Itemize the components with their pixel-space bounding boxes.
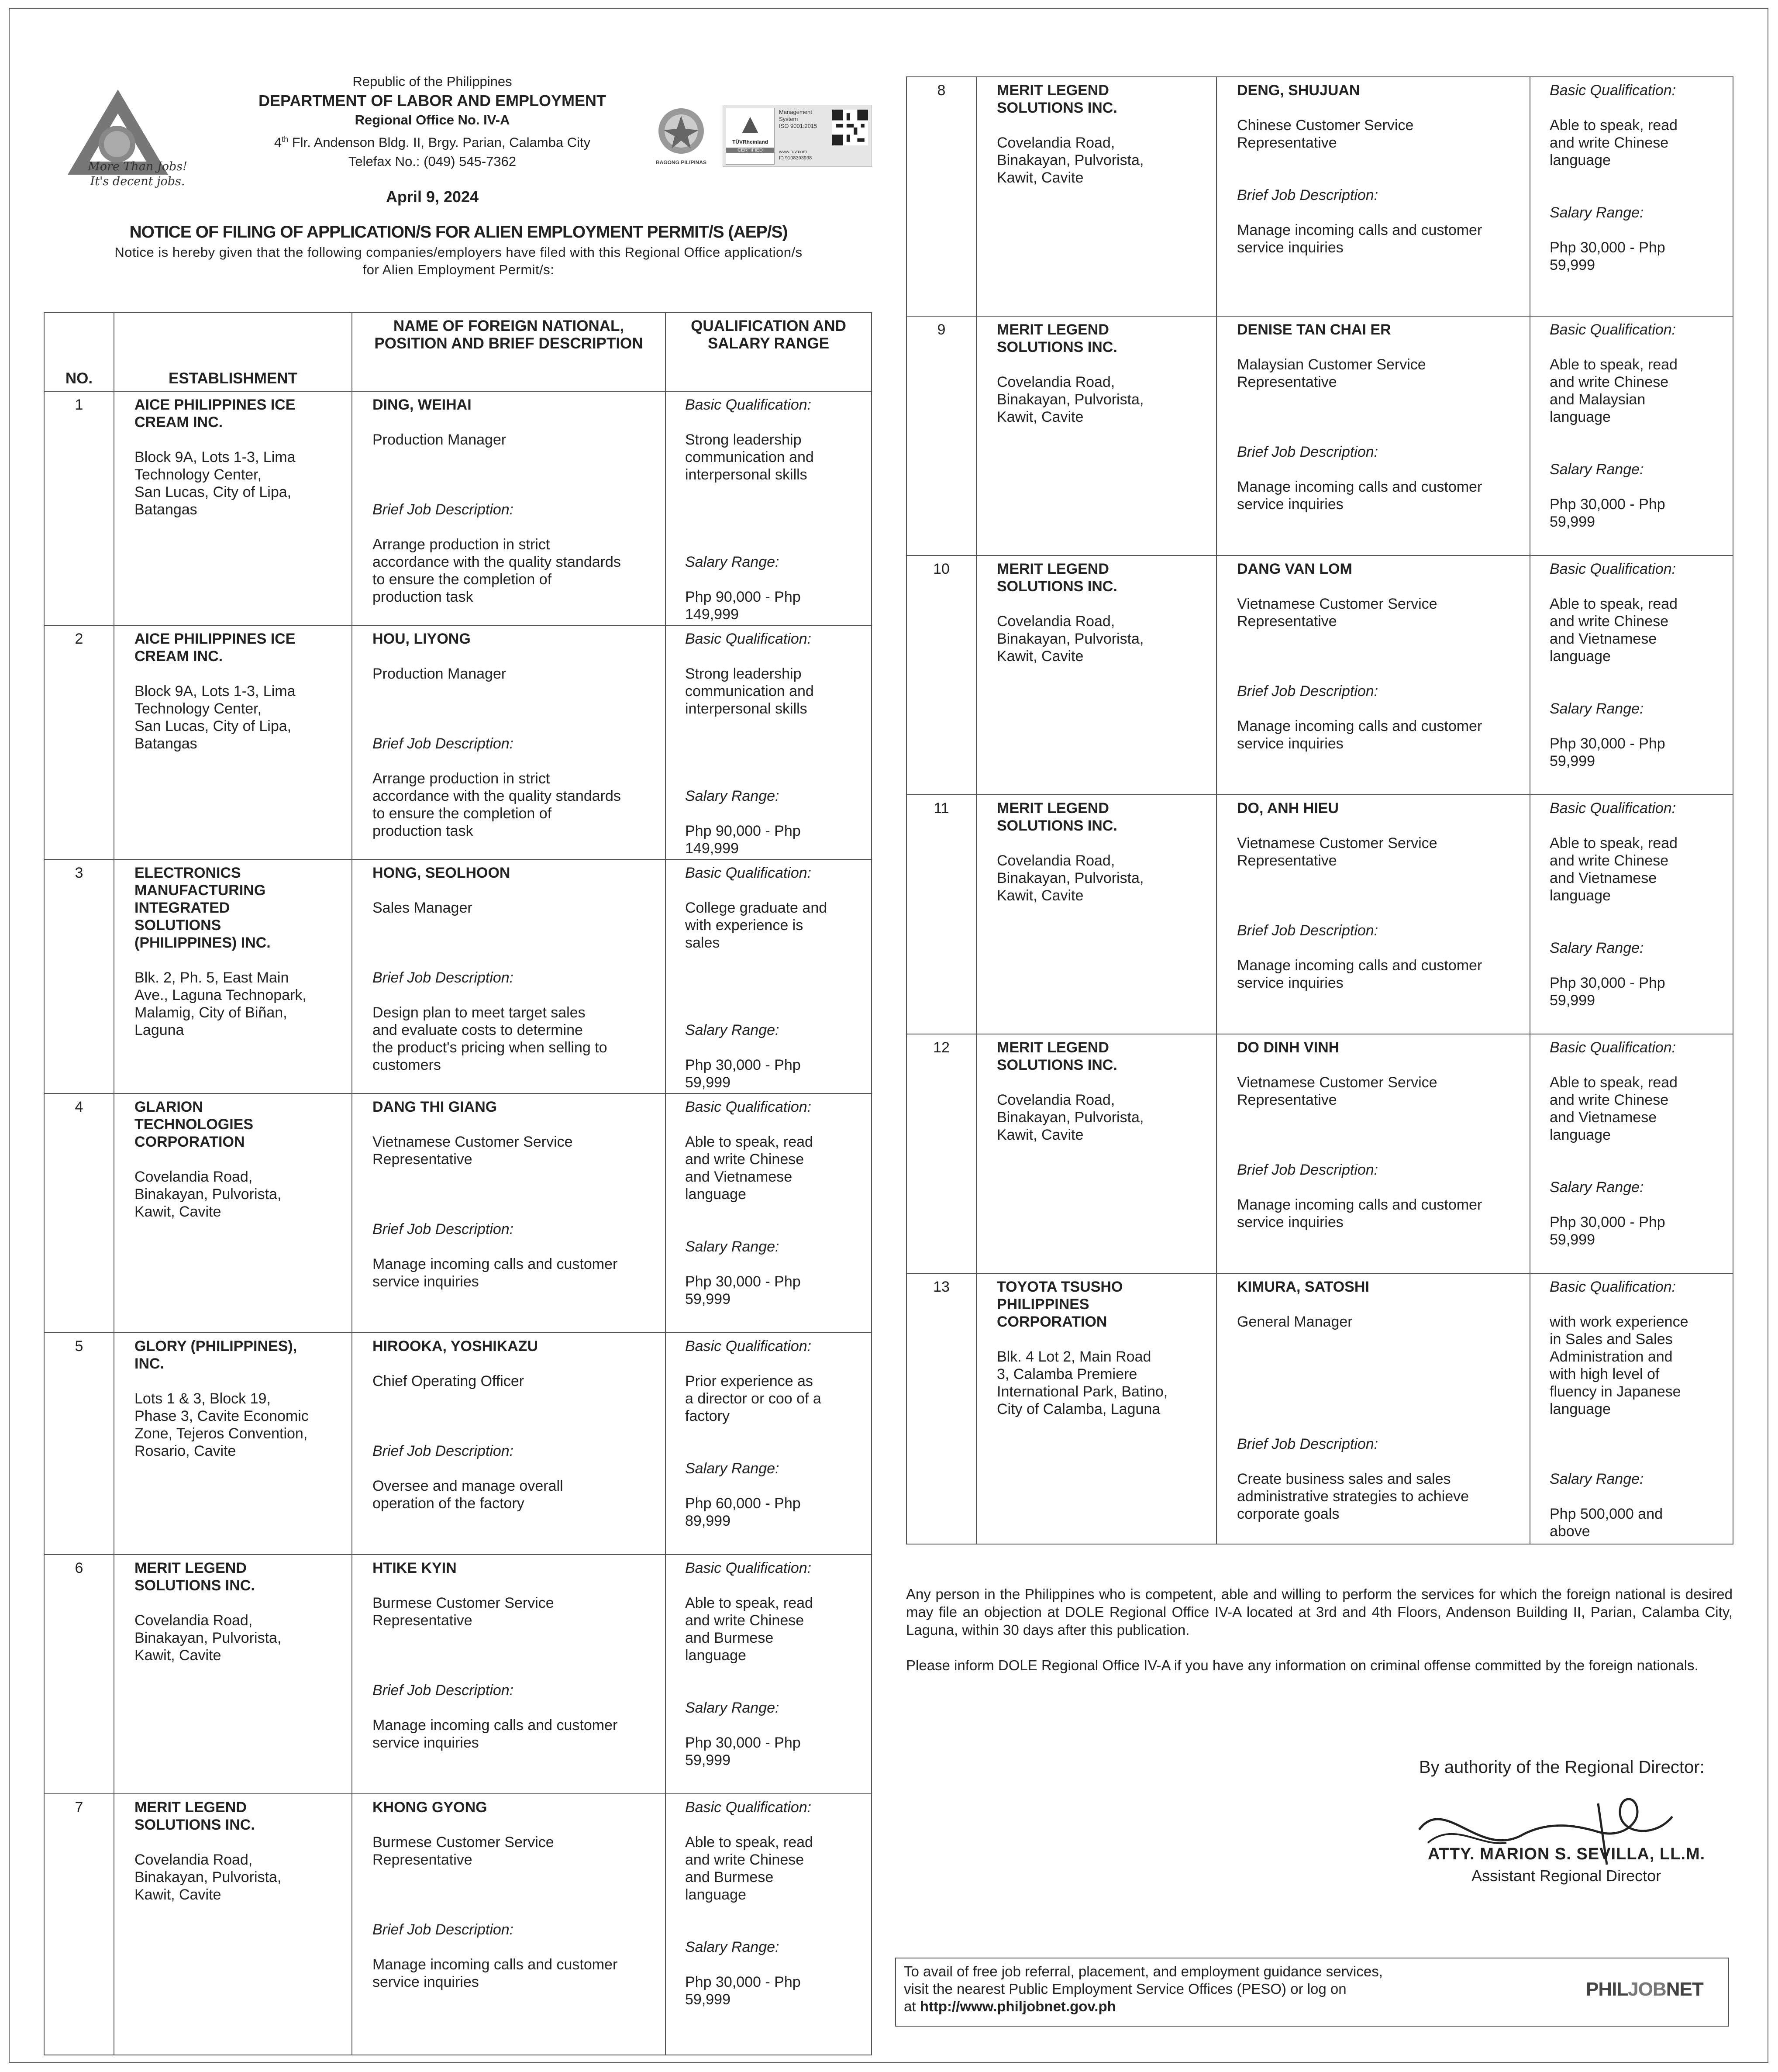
row-number: 7 bbox=[44, 1794, 114, 2055]
basic-qualification-label: Basic Qualification: bbox=[685, 1799, 812, 1816]
aep-table-right bbox=[906, 76, 1733, 1545]
basic-qualification-label: Basic Qualification: bbox=[685, 1560, 812, 1576]
salary-range: Php 90,000 - Php 149,999 bbox=[685, 823, 801, 857]
salary-range: Php 30,000 - Php 59,999 bbox=[1550, 496, 1665, 530]
row-number: 3 bbox=[44, 859, 114, 1093]
position-title: Burmese Customer Service Representative bbox=[372, 1834, 554, 1868]
position-title: Vietnamese Customer Service Representative bbox=[1237, 596, 1437, 630]
qualification-cell bbox=[1530, 1034, 1733, 1273]
qualification-cell bbox=[665, 1093, 872, 1333]
qr-code-icon bbox=[832, 110, 868, 145]
company-address: Block 9A, Lots 1-3, Lima Technology Center, San Lucas, City of Lipa, Batangas bbox=[134, 683, 296, 752]
job-description: Arrange production in strict accordance with the quality standards to ensure the completion of production task bbox=[372, 770, 621, 839]
position-title: Chinese Customer Service Representative bbox=[1237, 117, 1414, 151]
salary-range-label: Salary Range: bbox=[685, 1238, 779, 1255]
foreign-national-name: KHONG GYONG bbox=[372, 1799, 487, 1816]
brief-job-description-label: Brief Job Description: bbox=[1237, 444, 1378, 460]
table-row bbox=[906, 1273, 1733, 1544]
qualification-cell bbox=[1530, 795, 1733, 1034]
position-title: Production Manager bbox=[372, 665, 507, 682]
brief-job-description-label: Brief Job Description: bbox=[372, 1682, 514, 1699]
qualification-text: Strong leadership communication and interpersonal skills bbox=[685, 431, 814, 483]
company-address: Block 9A, Lots 1-3, Lima Technology Center, San Lucas, City of Lipa, Batangas bbox=[134, 449, 296, 518]
company-name: GLARION TECHNOLOGIES CORPORATION bbox=[134, 1099, 254, 1150]
qualification-cell bbox=[665, 859, 872, 1093]
foreign-national-cell bbox=[352, 1555, 665, 1794]
brief-job-description-label: Brief Job Description: bbox=[1237, 922, 1378, 939]
qualification-cell bbox=[665, 625, 872, 859]
establishment-cell bbox=[976, 555, 1216, 795]
telefax: Telefax No.: (049) 545-7362 bbox=[348, 154, 517, 169]
qualification-cell bbox=[1530, 316, 1733, 555]
bagong-pilipinas-label: BAGONG PILIPINAS bbox=[655, 159, 706, 165]
position-title: General Manager bbox=[1237, 1314, 1353, 1330]
table-row bbox=[906, 795, 1733, 1034]
qualification-cell bbox=[665, 1794, 872, 2055]
qualification-text: Able to speak, read and write Chinese and Vietnamese language bbox=[1550, 1074, 1678, 1143]
header-no: NO. bbox=[44, 313, 114, 391]
establishment-cell bbox=[114, 1555, 352, 1794]
foreign-national-cell bbox=[352, 625, 665, 859]
authority-line: By authority of the Regional Director: bbox=[1419, 1758, 1705, 1777]
row-number: 11 bbox=[906, 795, 976, 1034]
job-description: Design plan to meet target sales and evaluate costs to determine the product's pricing when selling to customers bbox=[372, 1004, 607, 1073]
position-title: Sales Manager bbox=[372, 900, 472, 916]
job-description: Manage incoming calls and customer service inquiries bbox=[1237, 479, 1482, 513]
salary-range-label: Salary Range: bbox=[1550, 204, 1644, 221]
qualification-text: Able to speak, read and write Chinese and Vietnamese language bbox=[1550, 835, 1678, 904]
qualification-text: with work experience in Sales and Sales Administration and with high level of fluency in Japanese language bbox=[1550, 1314, 1688, 1417]
salary-range-label: Salary Range: bbox=[1550, 1471, 1644, 1487]
salary-range: Php 30,000 - Php 59,999 bbox=[1550, 975, 1665, 1009]
establishment-cell bbox=[114, 1093, 352, 1333]
basic-qualification-label: Basic Qualification: bbox=[1550, 82, 1676, 99]
job-description: Manage incoming calls and customer service inquiries bbox=[1237, 222, 1482, 256]
foreign-national-cell bbox=[1216, 1034, 1530, 1273]
row-number: 10 bbox=[906, 555, 976, 795]
row-number: 2 bbox=[44, 625, 114, 859]
company-name: MERIT LEGEND SOLUTIONS INC. bbox=[997, 321, 1117, 355]
aep-table-left bbox=[44, 312, 872, 2055]
foreign-national-cell bbox=[1216, 795, 1530, 1034]
job-description: Create business sales and sales administrative strategies to achieve corporate goals bbox=[1237, 1471, 1469, 1522]
qualification-cell bbox=[665, 1333, 872, 1555]
company-address: Covelandia Road, Binakayan, Pulvorista, Kawit, Cavite bbox=[997, 134, 1144, 186]
job-description: Manage incoming calls and customer service inquiries bbox=[372, 1717, 618, 1751]
office-address: 4th Flr. Andenson Bldg. II, Brgy. Parian, Calamba City bbox=[274, 134, 591, 150]
salary-range: Php 30,000 - Php 59,999 bbox=[685, 1057, 801, 1091]
salary-range: Php 90,000 - Php 149,999 bbox=[685, 589, 801, 623]
notice-date: April 9, 2024 bbox=[386, 188, 479, 206]
position-title: Vietnamese Customer Service Representative bbox=[1237, 835, 1437, 869]
foreign-national-cell bbox=[1216, 1273, 1530, 1544]
company-name: MERIT LEGEND SOLUTIONS INC. bbox=[134, 1799, 255, 1833]
salary-range-label: Salary Range: bbox=[1550, 1179, 1644, 1196]
salary-range-label: Salary Range: bbox=[685, 1460, 779, 1477]
salary-range: Php 60,000 - Php 89,999 bbox=[685, 1495, 801, 1529]
table-row bbox=[44, 1794, 872, 2055]
brief-job-description-label: Brief Job Description: bbox=[1237, 187, 1378, 203]
table-row bbox=[44, 1093, 872, 1333]
company-name: MERIT LEGEND SOLUTIONS INC. bbox=[997, 800, 1117, 834]
inform-paragraph: Please inform DOLE Regional Office IV-A if you have any information on criminal offense committed by the foreign nationals. bbox=[906, 1657, 1699, 1673]
table-row bbox=[44, 1555, 872, 1794]
basic-qualification-label: Basic Qualification: bbox=[1550, 321, 1676, 338]
salary-range-label: Salary Range: bbox=[685, 1022, 779, 1038]
qualification-text: Able to speak, read and write Chinese and Burmese language bbox=[685, 1595, 813, 1664]
brief-job-description-label: Brief Job Description: bbox=[372, 1443, 514, 1459]
foreign-national-name: KIMURA, SATOSHI bbox=[1237, 1279, 1369, 1295]
row-number: 9 bbox=[906, 316, 976, 555]
foreign-national-name: DANG VAN LOM bbox=[1237, 561, 1352, 577]
signatory-name: ATTY. MARION S. SEVILLA, LL.M. bbox=[1428, 1845, 1706, 1863]
objection-paragraph: Any person in the Philippines who is competent, able and willing to perform the services for which the foreign national is desired may file an objection at DOLE Regional Office IV-A located at 3rd and 4th Floors, Andenson Building II, Parian, Calamba City, Laguna, within 30 days after this publication. bbox=[906, 1586, 1733, 1638]
company-address: Blk. 2, Ph. 5, East Main Ave., Laguna Technopark, Malamig, City of Biñan, Laguna bbox=[134, 969, 307, 1038]
qualification-text: Strong leadership communication and interpersonal skills bbox=[685, 665, 814, 717]
table-row bbox=[44, 1333, 872, 1555]
republic-line: Republic of the Philippines bbox=[352, 74, 512, 89]
basic-qualification-label: Basic Qualification: bbox=[1550, 561, 1676, 577]
qualification-text: Able to speak, read and write Chinese language bbox=[1550, 117, 1678, 169]
job-description: Arrange production in strict accordance with the quality standards to ensure the completion of production task bbox=[372, 536, 621, 605]
qualification-cell bbox=[1530, 555, 1733, 795]
notice-title: NOTICE OF FILING OF APPLICATION/S FOR ALIEN EMPLOYMENT PERMIT/S (AEP/S) bbox=[129, 223, 788, 241]
salary-range: Php 500,000 and above bbox=[1550, 1506, 1663, 1540]
job-description: Manage incoming calls and customer service inquiries bbox=[372, 1256, 618, 1290]
company-name: AICE PHILIPPINES ICE CREAM INC. bbox=[134, 631, 296, 665]
qualification-text: Able to speak, read and write Chinese and Vietnamese language bbox=[685, 1134, 813, 1203]
job-description: Manage incoming calls and customer service inquiries bbox=[1237, 718, 1482, 752]
dole-logo bbox=[65, 87, 210, 210]
salary-range: Php 30,000 - Php 59,999 bbox=[1550, 239, 1665, 273]
salary-range-label: Salary Range: bbox=[685, 1700, 779, 1716]
iso-url: www.tuv.com ID 9108393938 bbox=[779, 149, 812, 161]
position-title: Burmese Customer Service Representative bbox=[372, 1595, 554, 1629]
position-title: Vietnamese Customer Service Representative bbox=[372, 1134, 573, 1168]
philjobnet-link[interactable]: http://www.philjobnet.gov.ph bbox=[920, 1998, 1116, 2014]
foreign-national-cell bbox=[352, 391, 665, 625]
row-number: 12 bbox=[906, 1034, 976, 1273]
brief-job-description-label: Brief Job Description: bbox=[372, 735, 514, 752]
company-address: Covelandia Road, Binakayan, Pulvorista, Kawit, Cavite bbox=[997, 374, 1144, 425]
table-row bbox=[44, 391, 872, 625]
brief-job-description-label: Brief Job Description: bbox=[1237, 1162, 1378, 1178]
brief-job-description-label: Brief Job Description: bbox=[372, 1221, 514, 1238]
foreign-national-name: HOU, LIYONG bbox=[372, 631, 471, 647]
foreign-national-name: DING, WEIHAI bbox=[372, 396, 472, 413]
position-title: Chief Operating Officer bbox=[372, 1373, 524, 1389]
establishment-cell bbox=[976, 1034, 1216, 1273]
basic-qualification-label: Basic Qualification: bbox=[1550, 1279, 1676, 1295]
company-name: MERIT LEGEND SOLUTIONS INC. bbox=[997, 561, 1117, 595]
qualification-cell bbox=[1530, 77, 1733, 316]
company-address: Lots 1 & 3, Block 19, Phase 3, Cavite Economic Zone, Tejeros Convention, Rosario, Cavite bbox=[134, 1390, 309, 1459]
company-address: Covelandia Road, Binakayan, Pulvorista, Kawit, Cavite bbox=[997, 1092, 1144, 1143]
qualification-text: College graduate and with experience is sales bbox=[685, 900, 827, 951]
salary-range-label: Salary Range: bbox=[1550, 461, 1644, 478]
salary-range: Php 30,000 - Php 59,999 bbox=[1550, 735, 1665, 769]
iso-text: Management System ISO 9001:2015 bbox=[779, 109, 817, 129]
header-qualification: QUALIFICATION AND SALARY RANGE bbox=[665, 313, 872, 391]
company-name: MERIT LEGEND SOLUTIONS INC. bbox=[997, 82, 1117, 116]
company-address: Covelandia Road, Binakayan, Pulvorista, Kawit, Cavite bbox=[997, 613, 1144, 665]
table-row bbox=[906, 77, 1733, 316]
job-description: Oversee and manage overall operation of the factory bbox=[372, 1478, 563, 1512]
foreign-national-name: HONG, SEOLHOON bbox=[372, 865, 510, 881]
letterhead bbox=[236, 72, 629, 171]
notice-intro: Notice is hereby given that the following companies/employers have filed with this Regional Office application/s for Alien Employment Permit/s: bbox=[114, 245, 803, 277]
salary-range: Php 30,000 - Php 59,999 bbox=[685, 1273, 801, 1307]
basic-qualification-label: Basic Qualification: bbox=[1550, 1039, 1676, 1056]
salary-range: Php 30,000 - Php 59,999 bbox=[1550, 1214, 1665, 1248]
header-foreign-national: NAME OF FOREIGN NATIONAL, POSITION AND BRIEF DESCRIPTION bbox=[352, 313, 665, 391]
qualification-cell bbox=[1530, 1273, 1733, 1544]
brief-job-description-label: Brief Job Description: bbox=[1237, 683, 1378, 700]
qualification-cell bbox=[665, 391, 872, 625]
peso-text: To avail of free job referral, placement, and employment guidance services, visit the nearest Public Employment Service Offices (PESO) or log on at http://www.philjobnet.gov.ph bbox=[904, 1963, 1383, 2014]
qualification-text: Able to speak, read and write Chinese and Malaysian language bbox=[1550, 356, 1678, 425]
qualification-text: Able to speak, read and write Chinese and Vietnamese language bbox=[1550, 596, 1678, 665]
establishment-cell bbox=[976, 1273, 1216, 1544]
establishment-cell bbox=[114, 1333, 352, 1555]
salary-range-label: Salary Range: bbox=[685, 1939, 779, 1955]
position-title: Vietnamese Customer Service Representative bbox=[1237, 1074, 1437, 1108]
foreign-national-cell bbox=[352, 859, 665, 1093]
salary-range-label: Salary Range: bbox=[685, 788, 779, 804]
brief-job-description-label: Brief Job Description: bbox=[372, 501, 514, 518]
position-title: Production Manager bbox=[372, 431, 507, 448]
foreign-national-cell bbox=[352, 1333, 665, 1555]
company-address: Covelandia Road, Binakayan, Pulvorista, Kawit, Cavite bbox=[134, 1851, 282, 1903]
row-number: 4 bbox=[44, 1093, 114, 1333]
row-number: 1 bbox=[44, 391, 114, 625]
company-name: GLORY (PHILIPPINES), INC. bbox=[134, 1338, 297, 1372]
qualification-text: Able to speak, read and write Chinese and Burmese language bbox=[685, 1834, 813, 1903]
salary-range-label: Salary Range: bbox=[1550, 940, 1644, 956]
signatory-title: Assistant Regional Director bbox=[1471, 1867, 1661, 1885]
company-name: AICE PHILIPPINES ICE CREAM INC. bbox=[134, 396, 296, 431]
basic-qualification-label: Basic Qualification: bbox=[685, 1099, 812, 1115]
foreign-national-name: HIROOKA, YOSHIKAZU bbox=[372, 1338, 538, 1355]
establishment-cell bbox=[976, 316, 1216, 555]
company-name: ELECTRONICS MANUFACTURING INTEGRATED SOLUTIONS (PHILIPPINES) INC. bbox=[134, 865, 271, 951]
iso-certification-badge bbox=[723, 105, 872, 167]
bagong-pilipinas-logo bbox=[651, 105, 712, 157]
basic-qualification-label: Basic Qualification: bbox=[685, 865, 812, 881]
foreign-national-cell bbox=[1216, 77, 1530, 316]
establishment-cell bbox=[976, 77, 1216, 316]
foreign-national-cell bbox=[352, 1093, 665, 1333]
qualification-cell bbox=[665, 1555, 872, 1794]
foreign-national-cell bbox=[352, 1794, 665, 2055]
company-address: Blk. 4 Lot 2, Main Road 3, Calamba Premiere International Park, Batino, City of Calamba, Laguna bbox=[997, 1348, 1168, 1417]
foreign-national-cell bbox=[1216, 555, 1530, 795]
row-number: 8 bbox=[906, 77, 976, 316]
brief-job-description-label: Brief Job Description: bbox=[372, 969, 514, 986]
company-address: Covelandia Road, Binakayan, Pulvorista, Kawit, Cavite bbox=[997, 852, 1144, 904]
salary-range: Php 30,000 - Php 59,999 bbox=[685, 1734, 801, 1769]
salary-range: Php 30,000 - Php 59,999 bbox=[685, 1974, 801, 2008]
company-address: Covelandia Road, Binakayan, Pulvorista, Kawit, Cavite bbox=[134, 1612, 282, 1664]
salary-range-label: Salary Range: bbox=[685, 554, 779, 570]
company-name: MERIT LEGEND SOLUTIONS INC. bbox=[997, 1039, 1117, 1073]
establishment-cell bbox=[114, 391, 352, 625]
table-row bbox=[906, 555, 1733, 795]
table-row bbox=[44, 625, 872, 859]
philjobnet-logo: PHILJOBNET bbox=[1586, 1979, 1703, 2000]
row-number: 6 bbox=[44, 1555, 114, 1794]
logo-tagline: More Than Jobs! It's decent jobs. bbox=[88, 160, 187, 188]
establishment-cell bbox=[114, 859, 352, 1093]
establishment-cell bbox=[114, 1794, 352, 2055]
objection-notice bbox=[906, 1585, 1733, 1692]
foreign-national-name: DO DINH VINH bbox=[1237, 1039, 1340, 1056]
table-row bbox=[906, 316, 1733, 555]
establishment-cell bbox=[976, 795, 1216, 1034]
row-number: 13 bbox=[906, 1273, 976, 1544]
basic-qualification-label: Basic Qualification: bbox=[685, 396, 812, 413]
salary-range-label: Salary Range: bbox=[1550, 700, 1644, 717]
qualification-text: Prior experience as a director or coo of a factory bbox=[685, 1373, 821, 1424]
tuv-certified-icon: ▲ TÜVRheinland CERTIFIED bbox=[726, 108, 775, 165]
job-description: Manage incoming calls and customer service inquiries bbox=[1237, 957, 1482, 991]
foreign-national-name: DENISE TAN CHAI ER bbox=[1237, 321, 1391, 338]
position-title: Malaysian Customer Service Representative bbox=[1237, 356, 1426, 390]
regional-office: Regional Office No. IV-A bbox=[355, 112, 510, 128]
job-description: Manage incoming calls and customer service inquiries bbox=[372, 1956, 618, 1990]
header-establishment: ESTABLISHMENT bbox=[114, 313, 352, 391]
establishment-cell bbox=[114, 625, 352, 859]
peso-info-box bbox=[895, 1958, 1729, 2027]
foreign-national-name: HTIKE KYIN bbox=[372, 1560, 457, 1576]
department-name: DEPARTMENT OF LABOR AND EMPLOYMENT bbox=[258, 92, 606, 110]
brief-job-description-label: Brief Job Description: bbox=[372, 1921, 514, 1938]
table-row bbox=[44, 859, 872, 1093]
foreign-national-name: DO, ANH HIEU bbox=[1237, 800, 1339, 817]
basic-qualification-label: Basic Qualification: bbox=[685, 631, 812, 647]
table-row bbox=[906, 1034, 1733, 1273]
company-name: TOYOTA TSUSHO PHILIPPINES CORPORATION bbox=[997, 1279, 1123, 1330]
foreign-national-name: DANG THI GIANG bbox=[372, 1099, 497, 1115]
row-number: 5 bbox=[44, 1333, 114, 1555]
company-address: Covelandia Road, Binakayan, Pulvorista, Kawit, Cavite bbox=[134, 1169, 282, 1220]
brief-job-description-label: Brief Job Description: bbox=[1237, 1436, 1378, 1452]
basic-qualification-label: Basic Qualification: bbox=[685, 1338, 812, 1355]
job-description: Manage incoming calls and customer service inquiries bbox=[1237, 1196, 1482, 1231]
company-name: MERIT LEGEND SOLUTIONS INC. bbox=[134, 1560, 255, 1594]
basic-qualification-label: Basic Qualification: bbox=[1550, 800, 1676, 817]
foreign-national-name: DENG, SHUJUAN bbox=[1237, 82, 1360, 99]
foreign-national-cell bbox=[1216, 316, 1530, 555]
